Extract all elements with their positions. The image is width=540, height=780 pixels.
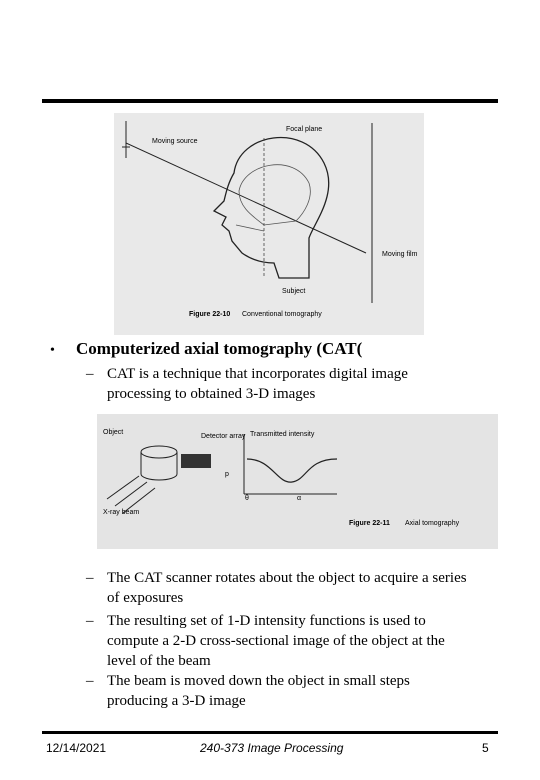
label-focal-plane: Focal plane: [286, 126, 323, 133]
label-p: p: [225, 471, 229, 478]
object-cylinder: [141, 446, 177, 458]
label-alpha: α: [297, 495, 302, 502]
xray-line: [126, 143, 366, 253]
label-subject: Subject: [282, 288, 306, 295]
axial-diagram: [97, 414, 498, 549]
figure-axial-tomography: [97, 414, 498, 549]
sub-item-line: of exposures: [107, 590, 184, 606]
head-outline: [214, 138, 329, 278]
top-rule: [42, 99, 498, 103]
figure-conventional-tomography: [114, 113, 424, 335]
tomography-diagram: [114, 113, 424, 335]
fig2-caption-text: Axial tomography: [405, 520, 460, 527]
fig2-caption-number: Figure 22-11: [349, 520, 390, 527]
label-detector-array: Detector array: [201, 433, 246, 440]
dash-marker: –: [86, 673, 94, 689]
sub-item-line: The resulting set of 1-D intensity functions is used to: [107, 613, 426, 629]
label-xray-beam: X-ray beam: [103, 509, 140, 516]
sub-item-line: producing a 3-D image: [107, 693, 246, 709]
section-heading: Computerized axial tomography (CAT(: [76, 339, 363, 358]
detector-array: [181, 454, 211, 468]
bottom-rule: [42, 731, 498, 734]
footer-date: 12/14/2021: [46, 741, 107, 755]
sub-item-line: CAT is a technique that incorporates digital image: [107, 366, 408, 382]
dash-marker: –: [86, 613, 94, 629]
label-object: Object: [103, 429, 124, 436]
label-theta: θ: [245, 495, 249, 502]
intensity-curve: [247, 459, 337, 482]
label-moving-source: Moving source: [152, 138, 198, 145]
label-transmitted-intensity: Transmitted intensity: [250, 431, 315, 438]
dash-marker: –: [86, 570, 94, 586]
page-number: 5: [482, 741, 489, 755]
sub-item-line: The beam is moved down the object in small steps: [107, 673, 410, 689]
sub-item-line: processing to obtained 3-D images: [107, 386, 316, 402]
sub-item-line: level of the beam: [107, 653, 211, 669]
label-moving-film: Moving film: [382, 251, 418, 258]
sub-item-line: compute a 2-D cross-sectional image of the object at the: [107, 633, 445, 649]
footer-title: 240-373 Image Processing: [200, 741, 344, 755]
fig1-caption-number: Figure 22-10: [189, 311, 231, 318]
sub-item-line: The CAT scanner rotates about the object to acquire a series: [107, 570, 467, 586]
bullet-marker: •: [50, 343, 55, 358]
dash-marker: –: [86, 366, 94, 382]
fig1-caption-text: Conventional tomography: [242, 311, 322, 318]
